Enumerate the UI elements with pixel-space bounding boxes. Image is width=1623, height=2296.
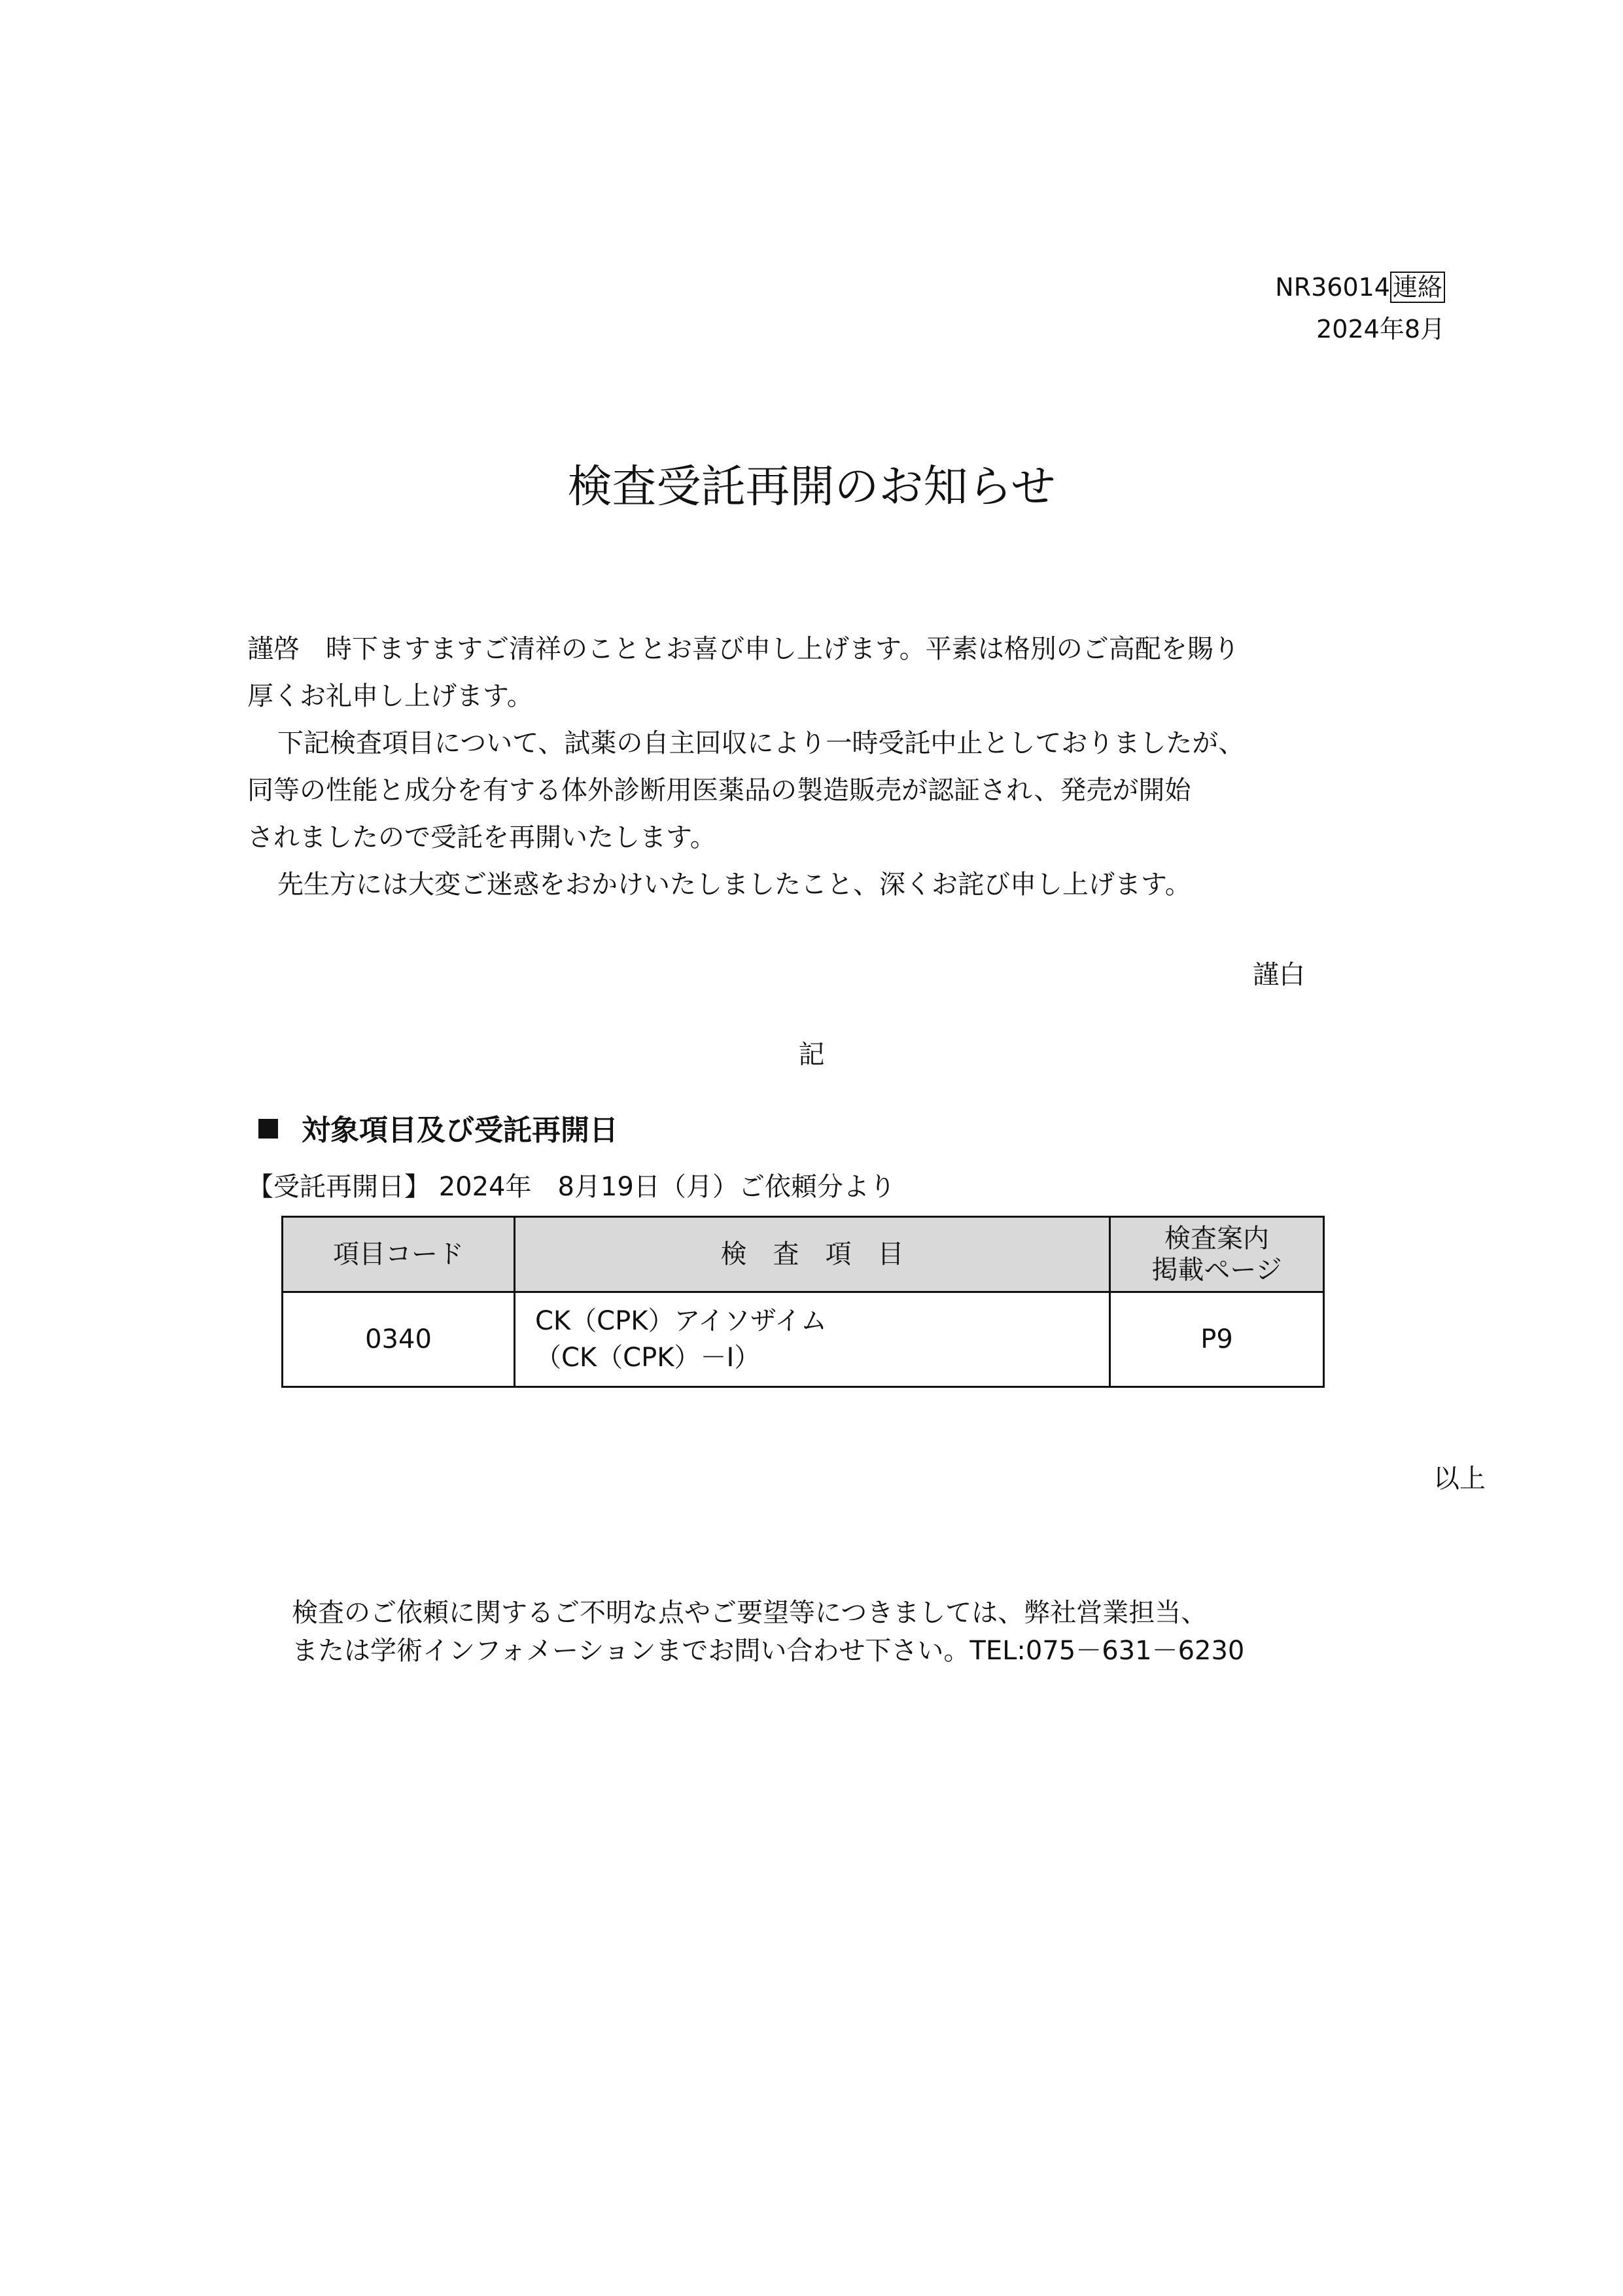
table-header-row [283, 1217, 1324, 1292]
body-line: 厚くお礼申し上げます。 [247, 681, 533, 711]
section-heading [258, 1111, 618, 1150]
cell-page: P9 [1110, 1292, 1324, 1387]
header-page-line: 掲載ページ [1151, 1255, 1282, 1285]
page-title: 検査受託再開のお知らせ [567, 461, 1056, 513]
resume-date-line: 【受託再開日】 2024年 8月19日（月）ご依頼分より [247, 1172, 896, 1202]
issue-date: 2024年8月 [1316, 315, 1445, 344]
body-line: されましたので受託を再開いたします。 [247, 822, 716, 853]
body-line: 謹啓 時下ますますご清祥のこととお喜び申し上げます。平素は格別のご高配を賜り [247, 634, 1240, 664]
reference-number [1275, 271, 1445, 304]
contact-line: 検査のご依頼に関するご不明な点やご要望等につきましては、弊社営業担当、 [292, 1598, 1208, 1628]
cell-name-line: （CK（CPK）－I） [535, 1343, 761, 1373]
reference-code: NR36014 [1275, 273, 1390, 302]
ijou-mark: 以上 [1433, 1464, 1486, 1494]
header-page-line: 検査案内 [1164, 1224, 1269, 1254]
cell-code: 0340 [283, 1292, 515, 1387]
cell-name-line: CK（CPK）アイソザイム [535, 1306, 828, 1336]
contact-line: または学術インフォメーションまでお問い合わせ下さい。TEL:075－631－6230 [292, 1636, 1245, 1666]
cell-name [515, 1292, 1110, 1387]
body-line: 下記検査項目について、試薬の自主回収により一時受託中止としておりましたが、 [277, 728, 1245, 758]
reference-tag: 連絡 [1390, 272, 1445, 303]
body-line: 同等の性能と成分を有する体外診断用医薬品の製造販売が認証され、発売が開始 [247, 775, 1191, 805]
ki-heading: 記 [798, 1040, 825, 1070]
body-text [247, 626, 1327, 908]
contact-note [292, 1594, 1244, 1670]
header-page [1110, 1217, 1324, 1292]
black-square-icon [258, 1119, 278, 1139]
body-line: 先生方には大変ご迷惑をおかけいたしましたこと、深くお詫び申し上げます。 [277, 870, 1191, 900]
target-items-table [281, 1216, 1325, 1388]
header-code: 項目コード [283, 1217, 515, 1292]
table-row [283, 1292, 1324, 1387]
section-heading-text: 対象項目及び受託再開日 [302, 1114, 618, 1147]
closing-word: 謹白 [1253, 960, 1305, 990]
header-name: 検 査 項 目 [515, 1217, 1110, 1292]
